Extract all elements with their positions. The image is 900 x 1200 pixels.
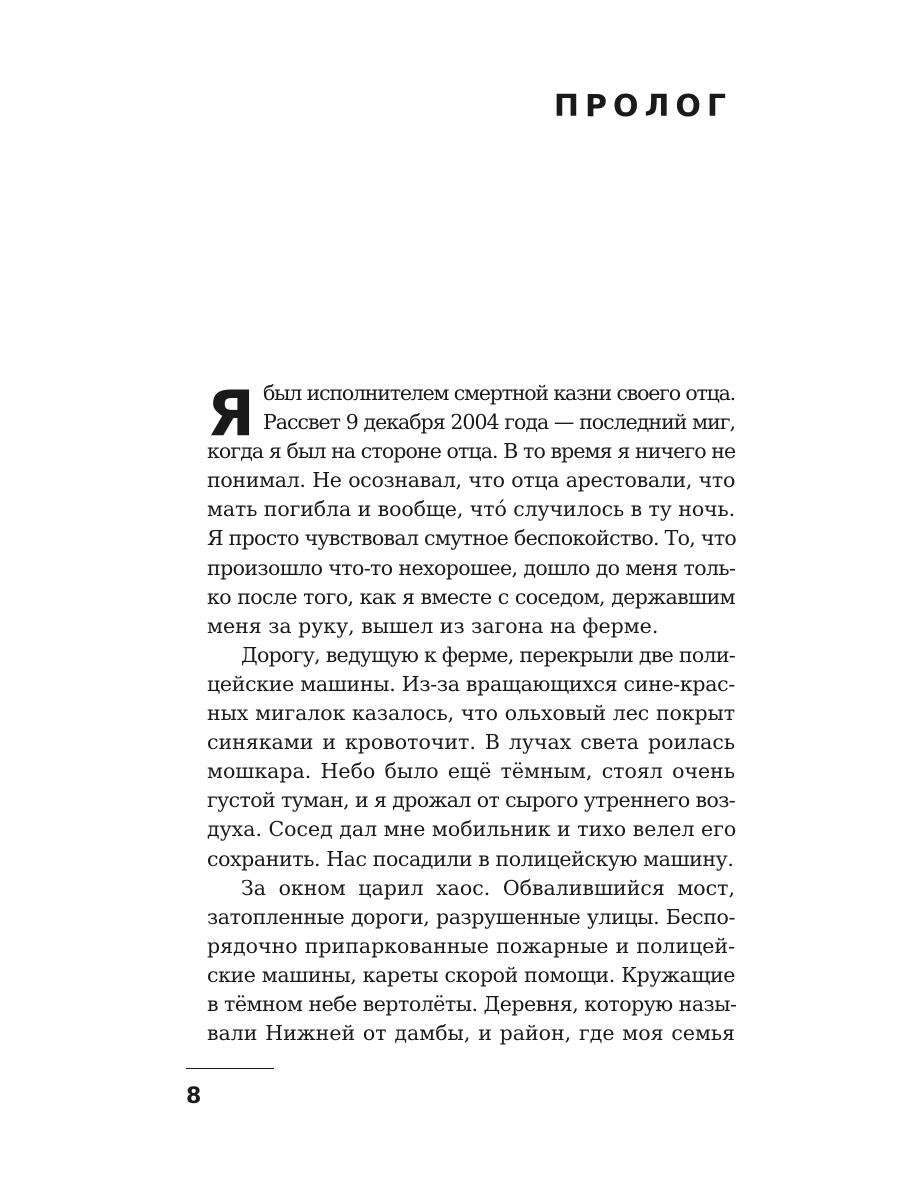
page-number: 8 xyxy=(186,1084,202,1109)
text-line: затопленные дороги, разрушенные улицы. Беспо- xyxy=(207,904,735,929)
chapter-title: ПРОЛОГ xyxy=(553,89,732,124)
text-line: Я просто чувствовал смутное беспокойство. То, что xyxy=(207,526,737,551)
text-line: цейские машины. Из-за вращающихся сине-крас- xyxy=(207,671,735,696)
text-line: духа. Сосед дал мне мобильник и тихо велел его xyxy=(207,817,737,842)
text-line: произошло что-то нехорошее, дошло до меня толь- xyxy=(207,555,736,580)
text-line: меня за руку, вышел из загона на ферме. xyxy=(207,613,659,638)
text-line: Рассвет 9 декабря 2004 года — последний миг, xyxy=(263,410,735,435)
text-line: ных мигалок казалось, что ольховый лес покрыт xyxy=(207,701,735,726)
text-line: вали Нижней от дамбы, и район, где моя семья xyxy=(207,1021,735,1046)
text-line: сохранить. Нас посадили в полицейскую машину. xyxy=(207,846,734,871)
text-line: густой туман, и я дрожал от сырого утреннего воз- xyxy=(207,788,736,813)
text-line: понимал. Не осознавал, что отца арестовали, что xyxy=(207,468,735,493)
footer-rule xyxy=(186,1068,274,1069)
text-line: синяками и кровоточит. В лучах света роилась xyxy=(207,730,735,755)
text-line: Дорогу, ведущую к ферме, перекрыли две поли- xyxy=(241,642,736,667)
text-line: За окном царил хаос. Обвалившийся мост, xyxy=(241,875,735,900)
text-line: мошкара. Небо было ещё тёмным, стоял очень xyxy=(207,759,735,784)
text-line: рядочно припаркованные пожарные и полицей- xyxy=(207,933,735,958)
drop-cap: Я xyxy=(207,377,255,450)
text-line: в тёмном небе вертолёты. Деревня, которую назы- xyxy=(207,991,737,1016)
text-line: ко после того, как я вместе с соседом, державшим xyxy=(207,584,735,609)
text-line: когда я был на стороне отца. В то время я ничего не xyxy=(207,439,736,464)
body-text xyxy=(207,379,735,1048)
text-line: был исполнителем смертной казни своего отца. xyxy=(263,381,735,405)
text-line: мать погибла и вообще, чтó случилось в ту ночь. xyxy=(207,497,735,522)
text-line: ские машины, кареты скорой помощи. Кружащие xyxy=(207,962,735,987)
